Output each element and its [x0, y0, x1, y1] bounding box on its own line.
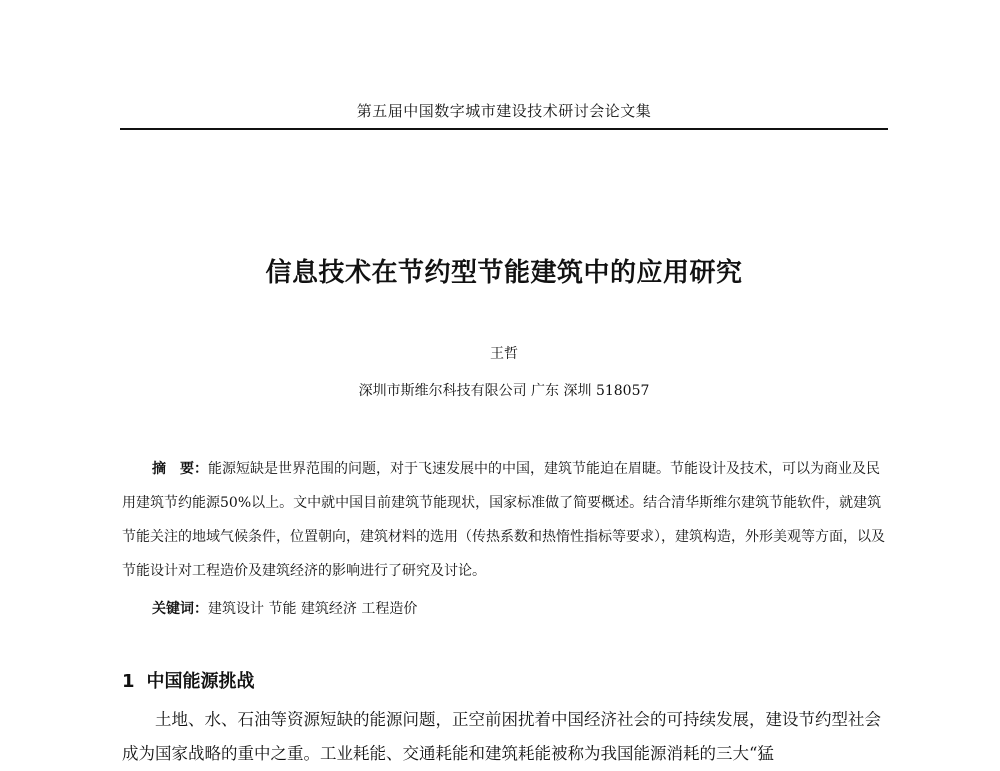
section-heading: [122, 667, 887, 693]
section-number: 1: [122, 671, 135, 692]
keywords: [152, 598, 887, 618]
header-rule: [120, 128, 888, 130]
section-title: 中国能源挑战: [146, 671, 255, 692]
author-affiliation: 深圳市斯维尔科技有限公司 广东 深圳 518057: [358, 383, 650, 399]
keywords-text: 建筑设计 节能 建筑经济 工程造价: [208, 601, 418, 617]
abstract: [122, 452, 887, 588]
author-name: 王哲: [490, 346, 518, 362]
keywords-label: 关键词：: [152, 601, 208, 617]
running-header: 第五届中国数字城市建设技术研讨会论文集: [356, 102, 652, 120]
paper-title: 信息技术在节约型节能建筑中的应用研究: [265, 258, 743, 288]
abstract-label: 摘 要：: [152, 461, 208, 477]
section-body-text: 土地、水、石油等资源短缺的能源问题，正空前困扰着中国经济社会的可持续发展，建设节约型社会成为国家战略的重中之重。工业耗能、交通耗能和建筑耗能被称为我国能源消耗的三大“猛: [122, 710, 881, 763]
abstract-text: 能源短缺是世界范围的问题，对于飞速发展中的中国，建筑节能迫在眉睫。节能设计及技术，可以为商业及民用建筑节约能源50%以上。文中就中国目前建筑节能现状，国家标准做了简要概述。结合清华斯维尔建筑节能软件，就建筑节能关注的地域气候条件，位置朝向，建筑材料的选用（传热系数和热惰性指标等要求），建筑构造，外形美观等方面，以及节能设计对工程造价及建筑经济的影响进行了研究及讨论。: [122, 461, 885, 579]
